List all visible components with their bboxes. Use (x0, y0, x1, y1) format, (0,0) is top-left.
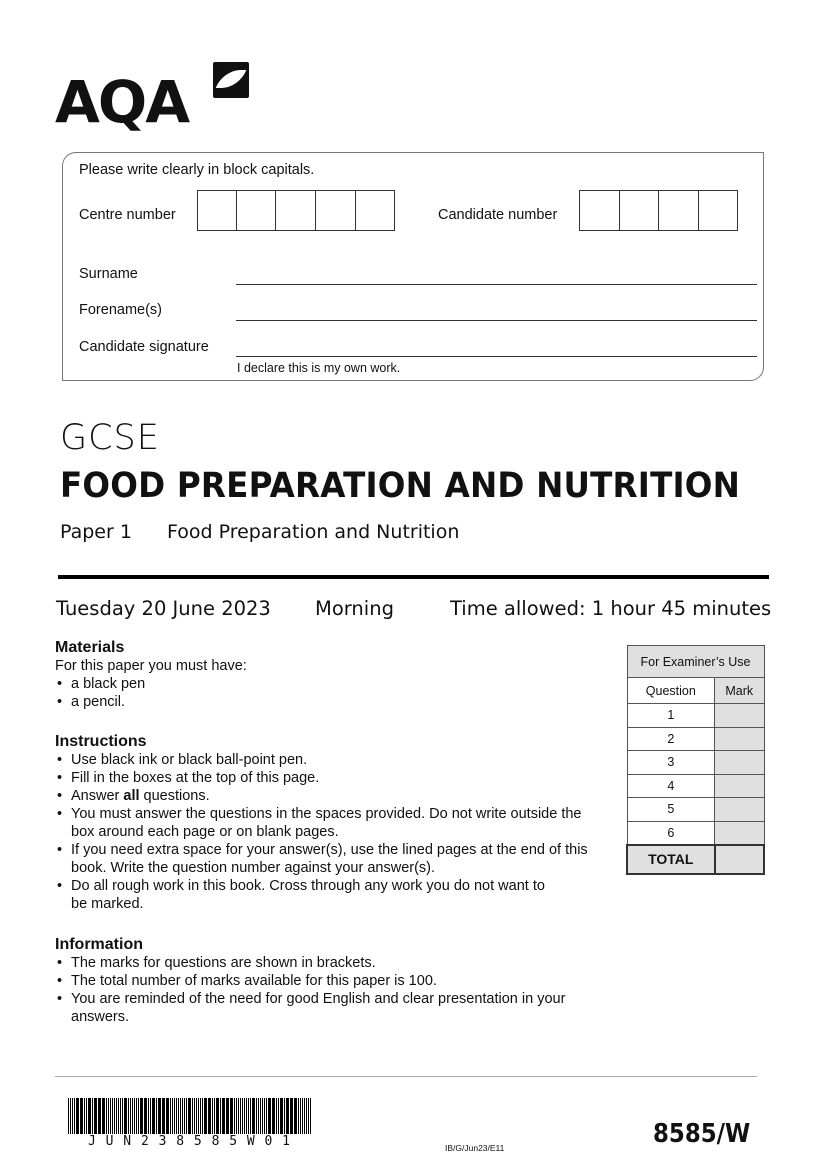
materials-heading: Materials (55, 639, 125, 656)
list-item: • The total number of marks available for this paper is 100. (55, 972, 605, 990)
text: Answer (71, 788, 124, 804)
barcode-bar (98, 1098, 101, 1134)
barcode-bar (112, 1098, 113, 1134)
mark-cell (715, 798, 764, 822)
barcode-bar (118, 1098, 119, 1134)
information-heading: Information (55, 936, 143, 953)
barcode-bar (246, 1098, 247, 1134)
barcode-bar (156, 1098, 157, 1134)
barcode-bar (256, 1098, 257, 1134)
question-number: 4 (627, 774, 715, 798)
barcode-bar (192, 1098, 193, 1134)
barcode-bar (242, 1098, 243, 1134)
barcode-bar (260, 1098, 261, 1134)
emphasis: all (123, 788, 140, 804)
barcode-bar (196, 1098, 197, 1134)
barcode-bar (80, 1098, 83, 1134)
question-column-header: Question (627, 678, 715, 704)
barcode-bar (198, 1098, 199, 1134)
barcode-bar (306, 1098, 307, 1134)
barcode-bar (252, 1098, 255, 1134)
information-section (55, 936, 605, 1026)
barcode-bar (244, 1098, 245, 1134)
list-item: • You are reminded of the need for good English and clear presentation in your answers. (55, 990, 605, 1026)
barcode-bar (136, 1098, 137, 1134)
centre-number-label: Centre number (79, 207, 176, 223)
mark-cell (715, 727, 764, 751)
text: questions. (139, 788, 210, 804)
barcode-bar (302, 1098, 303, 1134)
barcode-bar (230, 1098, 233, 1134)
barcode-bar (178, 1098, 179, 1134)
barcode-bar (294, 1098, 297, 1134)
barcode-bar (74, 1098, 75, 1134)
barcode-bar (116, 1098, 117, 1134)
barcode-bar (152, 1098, 155, 1134)
list-item: • If you need extra space for your answer(s), use the lined pages at the end of this book. Write the question number against your answer(s). (55, 841, 600, 877)
barcode-bar (272, 1098, 275, 1134)
barcode-bar (266, 1098, 267, 1134)
barcode-bar (268, 1098, 271, 1134)
barcode-bar (172, 1098, 173, 1134)
materials-intro: For this paper you must have: (55, 658, 247, 674)
barcode-bar (176, 1098, 177, 1134)
leaf-icon (213, 62, 249, 98)
barcode-bar (304, 1098, 305, 1134)
barcode-bar (250, 1098, 251, 1134)
barcode-bar (290, 1098, 293, 1134)
candidate-digit-box[interactable] (658, 190, 699, 231)
barcode-bar (150, 1098, 151, 1134)
mark-cell (715, 821, 764, 845)
logo-text: AQA (55, 68, 189, 136)
candidate-number-label: Candidate number (438, 207, 558, 223)
barcode-bar (68, 1098, 69, 1134)
barcode-bar (134, 1098, 135, 1134)
barcode-bar (214, 1098, 215, 1134)
forename-label: Forename(s) (79, 302, 162, 318)
barcode-bar (212, 1098, 213, 1134)
barcode-bar (130, 1098, 131, 1134)
barcode-bar (234, 1098, 235, 1134)
barcode-bar (204, 1098, 207, 1134)
signature-field[interactable] (236, 356, 757, 357)
barcode-bar (88, 1098, 91, 1134)
mark-column-header: Mark (715, 678, 764, 704)
barcode-bar (216, 1098, 219, 1134)
question-number: 5 (627, 798, 715, 822)
barcode (68, 1098, 331, 1134)
aqa-logo (55, 62, 235, 136)
list-item: • a black pen (55, 675, 615, 693)
barcode-bar (226, 1098, 229, 1134)
barcode-bar (310, 1098, 311, 1134)
barcode-bar (222, 1098, 225, 1134)
barcode-bar (106, 1098, 107, 1134)
barcode-bar (108, 1098, 109, 1134)
barcode-bar (122, 1098, 123, 1134)
barcode-bar (200, 1098, 201, 1134)
examiner-use-table (626, 645, 765, 875)
signature-label: Candidate signature (79, 339, 209, 355)
centre-digit-box[interactable] (315, 190, 356, 231)
question-number: 3 (627, 751, 715, 775)
question-number: 6 (627, 821, 715, 845)
barcode-bar (248, 1098, 249, 1134)
barcode-bar (114, 1098, 115, 1134)
mark-cell (715, 704, 764, 728)
barcode-bar (120, 1098, 121, 1134)
qualification-level: GCSE (60, 418, 160, 458)
barcode-bar (194, 1098, 195, 1134)
barcode-bar (94, 1098, 97, 1134)
mark-cell (715, 774, 764, 798)
barcode-bar (148, 1098, 149, 1134)
instructions-heading: Instructions (55, 733, 147, 750)
mark-cell (715, 751, 764, 775)
barcode-bar (240, 1098, 241, 1134)
centre-digit-box[interactable] (197, 190, 237, 231)
examiner-table-title: For Examiner’s Use (627, 646, 764, 678)
centre-digit-box[interactable] (236, 190, 276, 231)
barcode-bar (258, 1098, 259, 1134)
barcode-bar (276, 1098, 277, 1134)
barcode-bar (128, 1098, 129, 1134)
barcode-bar (174, 1098, 175, 1134)
barcode-bar (70, 1098, 71, 1134)
forename-field[interactable] (236, 320, 757, 321)
list-item: • Use black ink or black ball-point pen. (55, 751, 600, 769)
barcode-bar (238, 1098, 239, 1134)
barcode-bar (262, 1098, 263, 1134)
list-item: • Do all rough work in this book. Cross through any work you do not want to be marked. (55, 877, 600, 913)
barcode-bar (236, 1098, 237, 1134)
list-item: • The marks for questions are shown in brackets. (55, 954, 605, 972)
barcode-bar (86, 1098, 87, 1134)
barcode-bar (76, 1098, 79, 1134)
exam-date: Tuesday 20 June 2023 (56, 597, 271, 620)
barcode-bar (84, 1098, 85, 1134)
instructions-section (55, 733, 600, 913)
footer-divider (55, 1076, 757, 1077)
barcode-bar (102, 1098, 105, 1134)
barcode-text: J U N 2 3 8 5 8 5 W 0 1 (88, 1134, 292, 1149)
candidate-digit-box[interactable] (698, 190, 738, 231)
list-item: • a pencil. (55, 693, 615, 711)
barcode-bar (92, 1098, 93, 1134)
list-item: • You must answer the questions in the spaces provided. Do not write outside the box around each page or on blank pages. (55, 805, 600, 841)
surname-label: Surname (79, 266, 138, 282)
subject-title: FOOD PREPARATION AND NUTRITION (60, 466, 741, 506)
surname-field[interactable] (236, 284, 757, 285)
list-item: • Fill in the boxes at the top of this page. (55, 769, 600, 787)
paper-title: Food Preparation and Nutrition (167, 521, 460, 543)
barcode-bar (286, 1098, 289, 1134)
form-instruction: Please write clearly in block capitals. (79, 162, 315, 178)
barcode-bar (170, 1098, 171, 1134)
centre-digit-box[interactable] (355, 190, 395, 231)
candidate-digit-box[interactable] (579, 190, 620, 231)
barcode-bar (138, 1098, 139, 1134)
barcode-bar (162, 1098, 165, 1134)
barcode-bar (140, 1098, 143, 1134)
materials-section (55, 639, 615, 711)
barcode-bar (182, 1098, 183, 1134)
barcode-bar (280, 1098, 283, 1134)
barcode-bar (72, 1098, 73, 1134)
barcode-bar (188, 1098, 191, 1134)
barcode-bar (298, 1098, 299, 1134)
barcode-bar (208, 1098, 211, 1134)
time-allowed: Time allowed: 1 hour 45 minutes (450, 597, 772, 620)
question-number: 1 (627, 704, 715, 728)
total-mark-cell (715, 845, 764, 874)
barcode-bar (184, 1098, 185, 1134)
barcode-bar (144, 1098, 147, 1134)
barcode-bar (284, 1098, 285, 1134)
list-item (55, 787, 600, 805)
reference-code: IB/G/Jun23/E11 (445, 1143, 505, 1153)
barcode-bar (124, 1098, 127, 1134)
divider (58, 575, 769, 579)
paper-code: 8585/W (653, 1119, 751, 1149)
barcode-bar (158, 1098, 161, 1134)
barcode-bar (220, 1098, 221, 1134)
barcode-bar (202, 1098, 203, 1134)
barcode-bar (110, 1098, 111, 1134)
centre-digit-box[interactable] (275, 190, 316, 231)
candidate-digit-box[interactable] (619, 190, 659, 231)
declaration: I declare this is my own work. (237, 361, 401, 375)
barcode-bar (300, 1098, 301, 1134)
total-label: TOTAL (627, 845, 715, 874)
barcode-bar (278, 1098, 279, 1134)
barcode-bar (132, 1098, 133, 1134)
barcode-bar (264, 1098, 265, 1134)
exam-session: Morning (315, 597, 394, 620)
barcode-bar (186, 1098, 187, 1134)
barcode-bar (308, 1098, 309, 1134)
barcode-bar (166, 1098, 169, 1134)
paper-number: Paper 1 (60, 521, 132, 543)
barcode-bar (180, 1098, 181, 1134)
question-number: 2 (627, 727, 715, 751)
